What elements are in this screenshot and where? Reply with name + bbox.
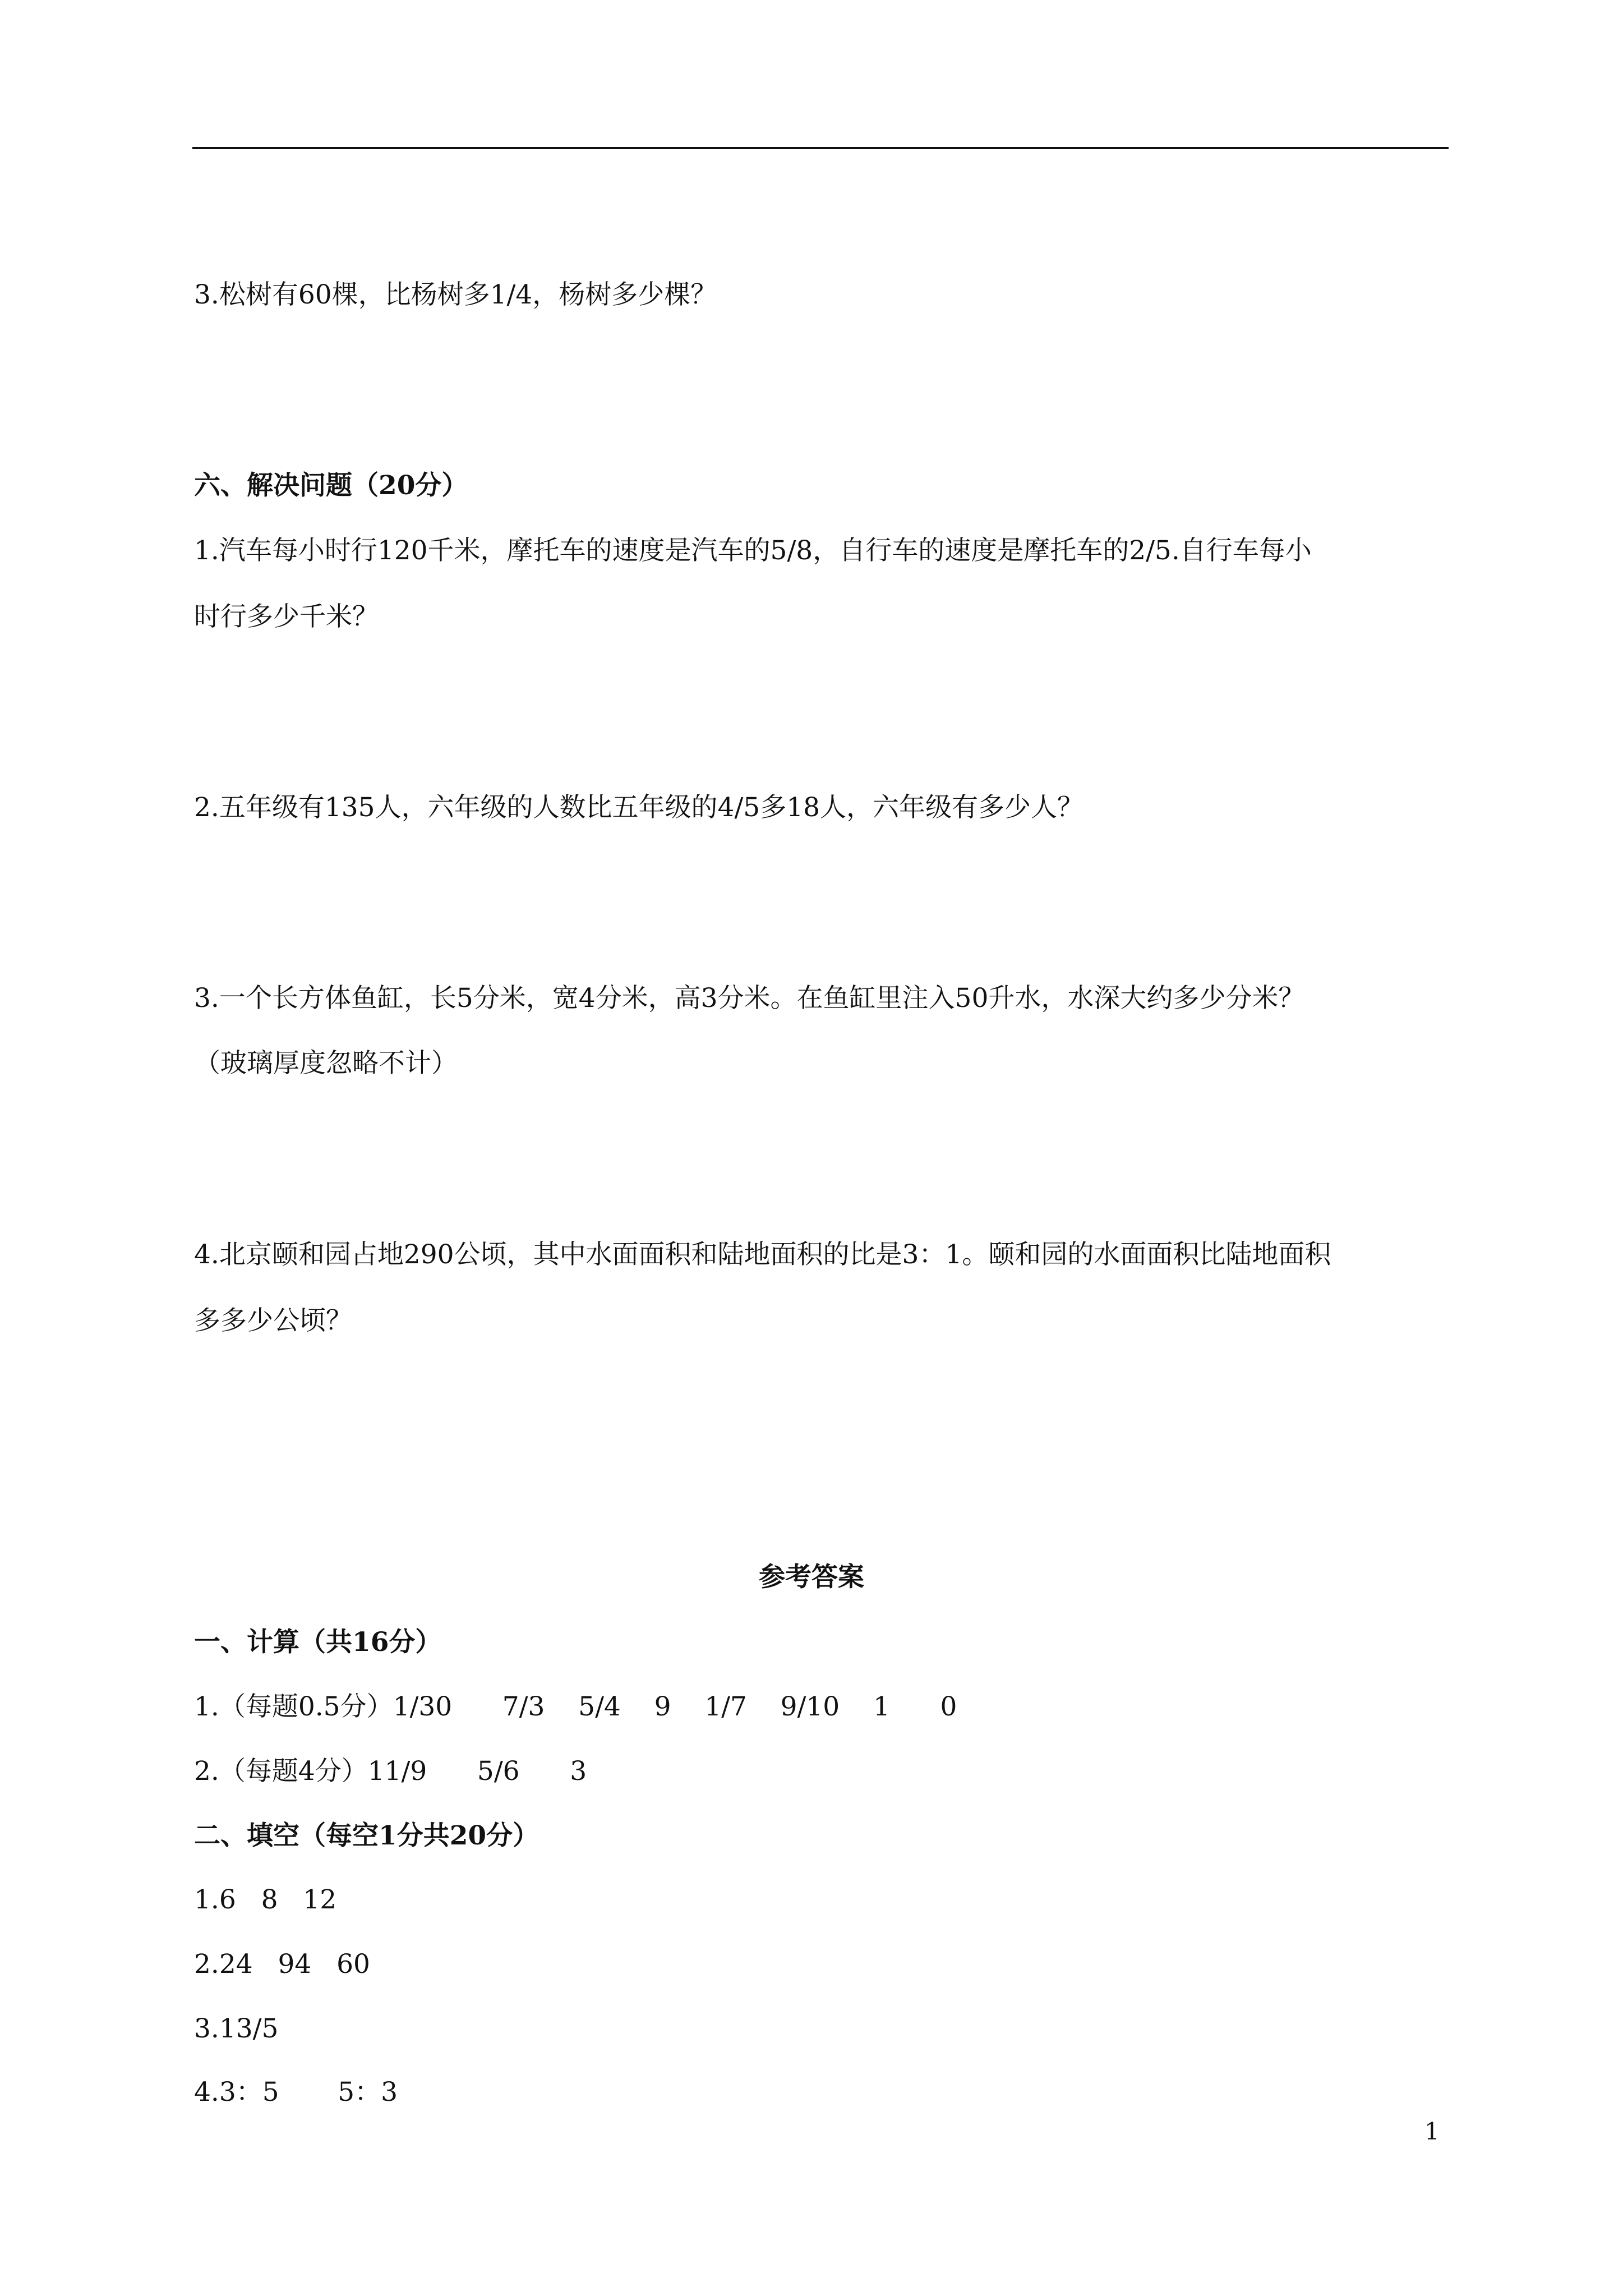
question-6-3-line-1: 3.一个长方体鱼缸，长5分米，宽4分米，高3分米。在鱼缸里注入50升水，水深大约多少分米？ (194, 983, 1305, 1014)
answers-part-1-heading: 一、计算（共16分） (194, 1627, 442, 1658)
question-6-1-line-1: 1.汽车每小时行120千米，摩托车的速度是汽车的5/8，自行车的速度是摩托车的2/5.自行车每小 (194, 535, 1312, 566)
answers-part-2-line-3: 3.13/5 (194, 2013, 279, 2044)
question-6-3-line-2: （玻璃厚度忽略不计） (194, 1048, 458, 1079)
answers-part-1-line-1: 1.（每题0.5分）1/30 7/3 5/4 9 1/7 9/10 1 0 (194, 1691, 957, 1722)
question-6-4-line-2: 多多少公顷？ (194, 1305, 352, 1336)
question-6-2: 2.五年级有135人，六年级的人数比五年级的4/5多18人，六年级有多少人？ (194, 792, 1083, 823)
answers-part-2-line-4: 4.3：5 5：3 (194, 2077, 398, 2108)
answers-part-1-line-2: 2.（每题4分）11/9 5/6 3 (194, 1756, 587, 1787)
answers-part-2-heading: 二、填空（每空1分共20分） (194, 1820, 540, 1851)
question-6-4-line-1: 4.北京颐和园占地290公顷，其中水面面积和陆地面积的比是3：1。颐和园的水面面积比陆地面积 (194, 1239, 1331, 1270)
answers-part-2-line-1: 1.6 8 12 (194, 1884, 337, 1915)
section-6-heading: 六、解决问题（20分） (194, 470, 468, 501)
page-number: 1 (1424, 2118, 1440, 2145)
question-6-1-line-2: 时行多少千米？ (194, 601, 379, 632)
question-5-3: 3.松树有60棵，比杨树多1/4，杨树多少棵？ (194, 279, 717, 310)
answers-part-2-line-2: 2.24 94 60 (194, 1949, 370, 1980)
header-rule (192, 147, 1449, 149)
answers-title: 参考答案 (759, 1562, 864, 1593)
